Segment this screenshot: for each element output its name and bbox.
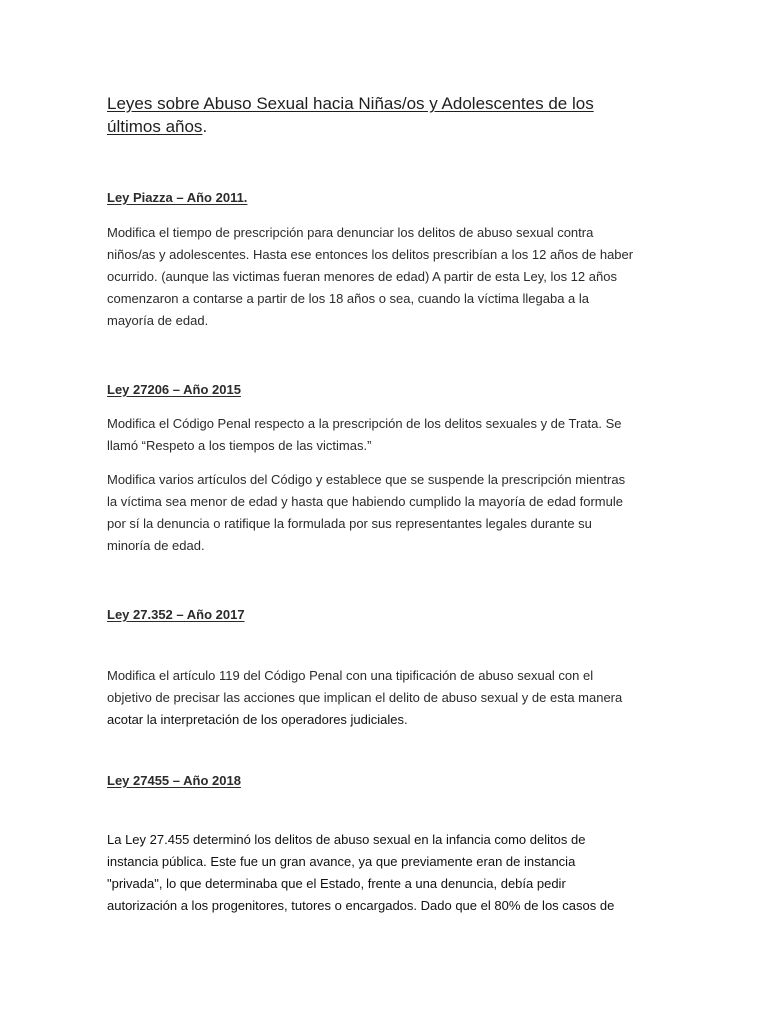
section-heading-ley-27455: Ley 27455 – Año 2018 bbox=[107, 773, 241, 788]
paragraph-line: objetivo de precisar las acciones que implican el delito de abuso sexual y de esta manera bbox=[107, 690, 623, 705]
paragraph-line: minoría de edad. bbox=[107, 538, 205, 553]
section-paragraph bbox=[107, 665, 667, 731]
document-title-text: Leyes sobre Abuso Sexual hacia Niñas/os y Adolescentes de los últimos años bbox=[107, 94, 594, 136]
section-paragraph bbox=[107, 222, 667, 332]
paragraph-line: ocurrido. (aunque las victimas fueran menores de edad) A partir de esta Ley, los 12 años bbox=[107, 269, 617, 284]
section-heading-ley-27206: Ley 27206 – Año 2015 bbox=[107, 382, 241, 397]
document-title bbox=[107, 92, 647, 138]
paragraph-line: comenzaron a contarse a partir de los 18 años o sea, cuando la víctima llegaba a la bbox=[107, 291, 590, 306]
paragraph-line: Modifica el artículo 119 del Código Penal con una tipificación de abuso sexual con el bbox=[107, 668, 594, 683]
section-paragraph bbox=[107, 469, 667, 557]
document-title-period: . bbox=[202, 117, 208, 136]
paragraph-line: mayoría de edad. bbox=[107, 313, 209, 328]
section-paragraph bbox=[107, 413, 667, 457]
paragraph-line: niños/as y adolescentes. Hasta ese entonces los delitos prescribían a los 12 años de haber bbox=[107, 247, 634, 262]
paragraph-line: Modifica el Código Penal respecto a la prescripción de los delitos sexuales y de Trata. Se bbox=[107, 416, 622, 431]
section-heading-ley-27352: Ley 27.352 – Año 2017 bbox=[107, 607, 245, 622]
paragraph-line: Modifica varios artículos del Código y establece que se suspende la prescripción mientras bbox=[107, 472, 626, 487]
paragraph-line: por sí la denuncia o ratifique la formulada por sus representantes legales durante su bbox=[107, 516, 592, 531]
paragraph-line: la víctima sea menor de edad y hasta que habiendo cumplido la mayoría de edad formule bbox=[107, 494, 623, 509]
paragraph-line: instancia pública. Este fue un gran avance, ya que previamente eran de instancia bbox=[107, 854, 576, 869]
section-heading-ley-piazza: Ley Piazza – Año 2011. bbox=[107, 190, 248, 205]
section-paragraph bbox=[107, 829, 667, 917]
paragraph-line: Modifica el tiempo de prescripción para denunciar los delitos de abuso sexual contra bbox=[107, 225, 594, 240]
paragraph-line: La Ley 27.455 determinó los delitos de abuso sexual en la infancia como delitos de bbox=[107, 832, 586, 847]
paragraph-line: llamó “Respeto a los tiempos de las victimas.” bbox=[107, 438, 372, 453]
paragraph-line: acotar la interpretación de los operadores judiciales. bbox=[107, 712, 408, 727]
paragraph-line: autorización a los progenitores, tutores o encargados. Dado que el 80% de los casos de bbox=[107, 898, 615, 913]
paragraph-line: "privada", lo que determinaba que el Estado, frente a una denuncia, debía pedir bbox=[107, 876, 566, 891]
